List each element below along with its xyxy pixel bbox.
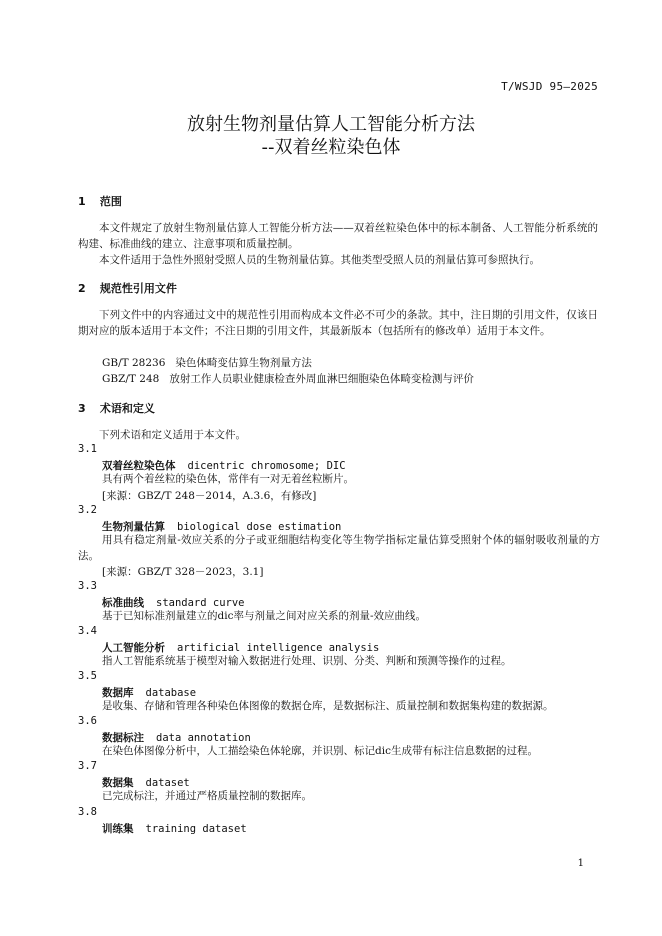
- document-subtitle: --双着丝粒染色体: [261, 137, 401, 158]
- term-source: [来源：GBZ/T 328－2023，3.1]: [102, 566, 264, 578]
- reference-title: 染色体畸变估算生物剂量方法: [175, 357, 312, 369]
- term-chinese: 双着丝粒染色体: [102, 460, 176, 472]
- term-definition: 已完成标注，并通过严格质量控制的数据库。: [102, 790, 312, 802]
- term-english: dataset: [145, 777, 190, 789]
- term-chinese: 生物剂量估算: [102, 521, 165, 533]
- section-title: 范围: [99, 195, 122, 208]
- term-english: standard curve: [156, 597, 245, 609]
- term-chinese: 标准曲线: [102, 597, 144, 609]
- term-chinese: 人工智能分析: [102, 642, 165, 654]
- reference-item: [102, 371, 474, 386]
- document-number: T/WSJD 95—2025: [501, 80, 598, 93]
- section-title: 术语和定义: [99, 402, 155, 415]
- term-number: 3.2: [78, 504, 97, 516]
- term-number: 3.3: [78, 580, 97, 592]
- page-number: 1: [577, 858, 584, 869]
- term-english: data annotation: [156, 732, 251, 744]
- term-chinese: 数据标注: [102, 732, 144, 744]
- term-source: [来源：GBZ/T 248－2014，A.3.6，有修改]: [102, 490, 317, 502]
- term-chinese: 数据集: [102, 777, 134, 789]
- section-title: 规范性引用文件: [99, 282, 177, 295]
- term-definition: 指人工智能系统基于模型对输入数据进行处理、识别、分类、判断和预测等操作的过程。: [102, 655, 512, 667]
- term-number: 3.1: [78, 443, 97, 455]
- term-definition: 用具有稳定剂量-效应关系的分子或亚细胞结构变化等生物学指标定量估算受照射个体的辐射吸收剂量的方法。: [78, 534, 600, 562]
- term-definition: 在染色体图像分析中，人工描绘染色体轮廓，并识别、标记dic生成带有标注信息数据的过程。: [102, 745, 538, 757]
- reference-item: [102, 355, 312, 370]
- section-heading-scope: [78, 193, 122, 209]
- term-number: 3.6: [78, 715, 97, 727]
- term-definition: 基于已知标准剂量建立的dic率与剂量之间对应关系的剂量-效应曲线。: [102, 610, 427, 622]
- term-number: 3.5: [78, 670, 97, 682]
- term-definition: 具有两个着丝粒的染色体，常伴有一对无着丝粒断片。: [102, 473, 354, 485]
- section-number: 3: [78, 402, 86, 415]
- section-heading-terms-definitions: [78, 400, 155, 416]
- section-heading-normative-references: [78, 280, 177, 296]
- term-number: 3.8: [78, 806, 97, 818]
- term-english: database: [145, 687, 197, 699]
- document-title: 放射生物剂量估算人工智能分析方法: [187, 114, 475, 135]
- term-english: training dataset: [145, 823, 247, 835]
- term-chinese: 数据库: [102, 687, 134, 699]
- term-number: 3.7: [78, 760, 97, 772]
- term-number: 3.4: [78, 625, 97, 637]
- reference-title: 放射工作人员职业健康检查外周血淋巴细胞染色体畸变检测与评价: [169, 373, 474, 385]
- reference-code: GB/T 28236: [102, 357, 166, 369]
- reference-code: GBZ/T 248: [102, 373, 160, 385]
- section-number: 2: [78, 282, 86, 295]
- term-english: artificial intelligence analysis: [177, 642, 380, 654]
- term-chinese: 训练集: [102, 823, 134, 835]
- scope-paragraph: 本文件规定了放射生物剂量估算人工智能分析方法——双着丝粒染色体中的标本制备、人工智能分析系统的构建、标准曲线的建立、注意事项和质量控制。: [78, 222, 598, 250]
- terms-intro: 下列术语和定义适用于本文件。: [99, 429, 246, 441]
- applicability-paragraph: 本文件适用于急性外照射受照人员的生物剂量估算。其他类型受照人员的剂量估算可参照执行。: [99, 254, 540, 266]
- references-paragraph: 下列文件中的内容通过文中的规范性引用而构成本文件必不可少的条款。其中，注日期的引用文件，仅该日期对应的版本适用于本文件；不注日期的引用文件，其最新版本（包括所有的修改单）适用于本文件。: [78, 309, 598, 337]
- term-heading: [102, 821, 247, 836]
- term-english: dicentric chromosome; DIC: [187, 460, 346, 472]
- section-number: 1: [78, 195, 86, 208]
- term-definition: 是收集、存储和管理各种染色体图像的数据仓库，是数据标注、质量控制和数据集构建的数据源。: [102, 700, 554, 712]
- term-english: biological dose estimation: [177, 521, 342, 533]
